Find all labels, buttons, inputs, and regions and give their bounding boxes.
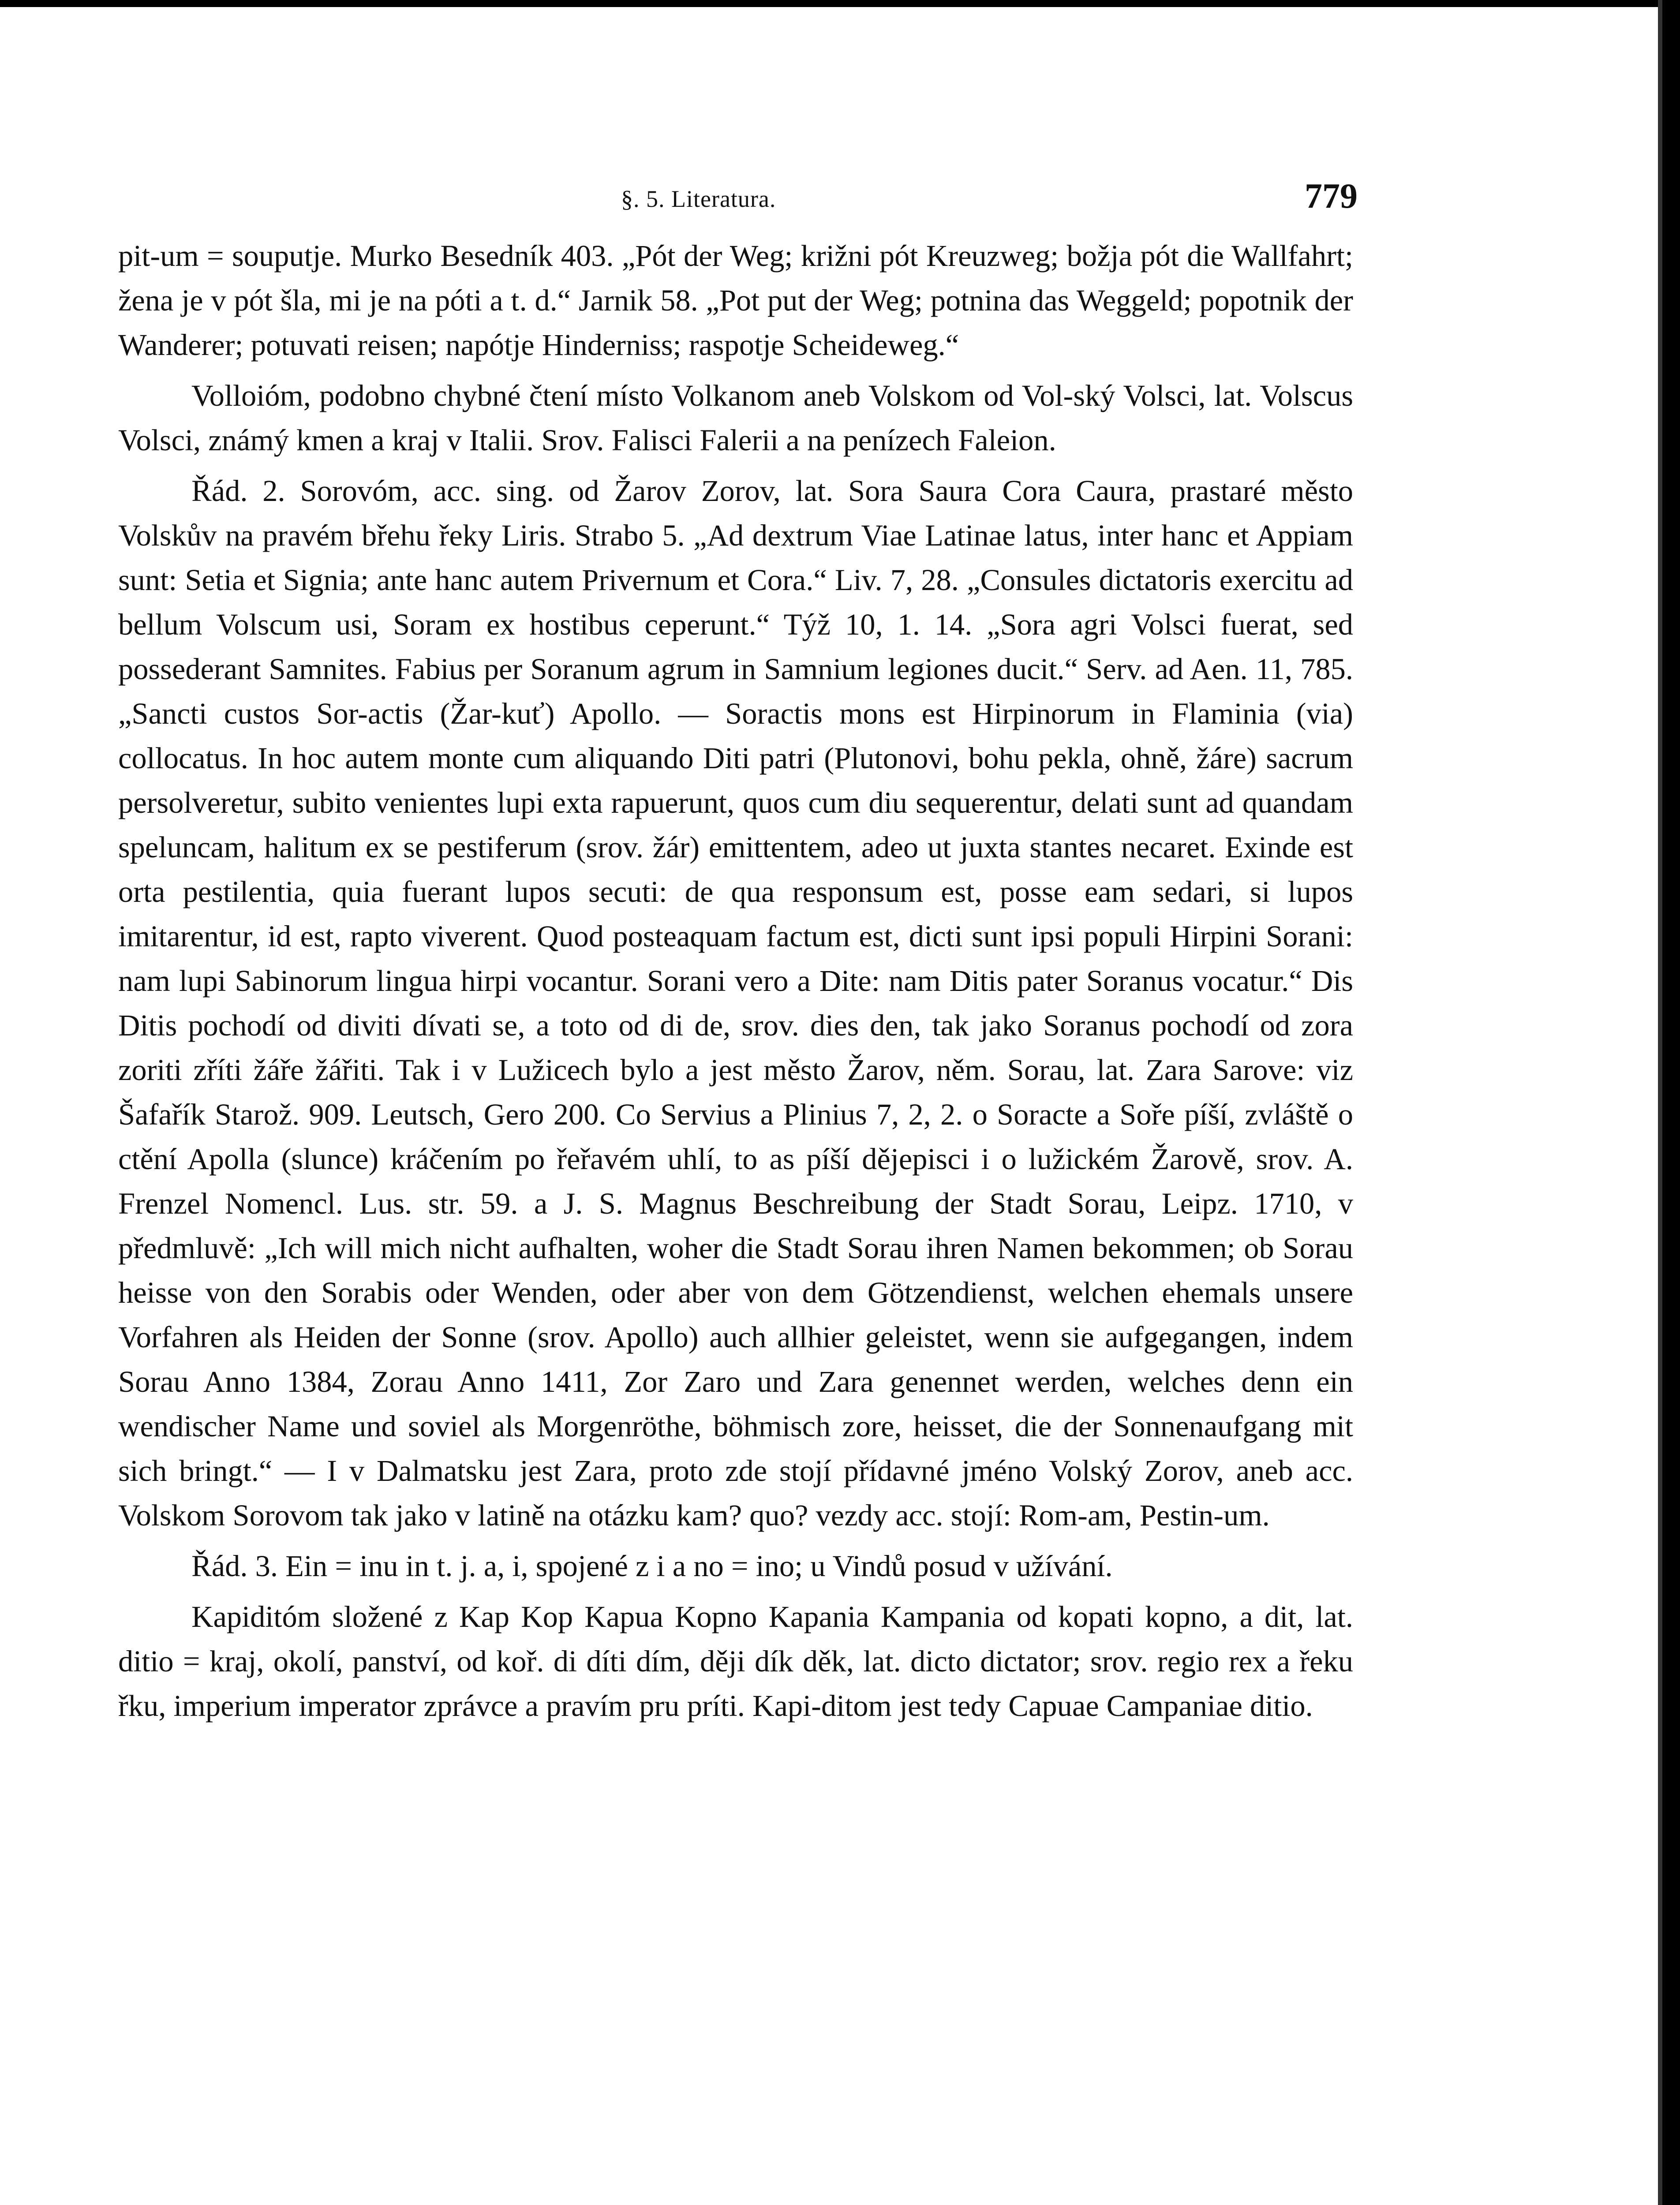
paragraph-1: pit-um = souputje. Murko Besedník 403. „Pót der Weg; križni pót Kreuzweg; božja pót die Wallfahrt; žena je v pót šla, mi je na póti a t. d.“ Jarnik 58. „Pot put der Weg; potnina das Weggeld; popotnik der Wanderer; potuvati reisen; napótje Hinderniss; raspotje Scheideweg.“ <box>118 239 1353 362</box>
paragraph-4: Řád. 3. Ein = inu in t. j. a, i, spojené z i a no = ino; u Vindů posud v užívání. <box>191 1549 1113 1583</box>
page-header <box>118 168 1358 234</box>
running-head: §. 5. Literatura. <box>621 186 776 212</box>
page-body <box>118 234 1353 1728</box>
book-page <box>118 168 1358 1728</box>
scan-border-right-shadow <box>1658 0 1662 2205</box>
scan-border-top <box>0 0 1680 7</box>
scan-border-right <box>1662 0 1680 2205</box>
paragraph-5: Kapiditóm složené z Kap Kop Kapua Kopno Kapania Kampania od kopati kopno, a dit, lat. ditio = kraj, okolí, panství, od koř. di díti dím, ději dík děk, lat. dicto dictator; srov. regio rex a řeku řku, imperium imperator zprávce a pravím pru príti. Kapi-ditom jest tedy Capuae Campaniae ditio. <box>118 1600 1353 1723</box>
page-number: 779 <box>1305 177 1358 216</box>
paragraph-2: Volloióm, podobno chybné čtení místo Volkanom aneb Volskom od Vol-ský Volsci, lat. Volscus Volsci, známý kmen a kraj v Italii. Srov. Falisci Falerii a na penízech Faleion. <box>118 379 1353 457</box>
paragraph-3: Řád. 2. Sorovóm, acc. sing. od Žarov Zorov, lat. Sora Saura Cora Caura, prastaré město Volskův na pravém břehu řeky Liris. Strabo 5. „Ad dextrum Viae Latinae latus, inter hanc et Appiam sunt: Setia et Signia; ante hanc autem Privernum et Cora.“ Liv. 7, 28. „Consules dictatoris exercitu ad bellum Volscum usi, Soram ex hostibus ceperunt.“ Týž 10, 1. 14. „Sora agri Volsci fuerat, sed possederant Samnites. Fabius per Soranum agrum in Samnium legiones ducit.“ Serv. ad Aen. 11, 785. „Sancti custos Sor-actis (Žar-kuť) Apollo. — Soractis mons est Hirpinorum in Flaminia (via) collocatus. In hoc autem monte cum aliquando Diti patri (Plutonovi, bohu pekla, ohně, žáre) sacrum persolveretur, subito venientes lupi exta rapuerunt, quos cum diu sequerentur, delati sunt ad quandam speluncam, halitum ex se pestiferum (srov. žár) emittentem, adeo ut juxta stantes necaret. Exinde est orta pestilentia, quia fuerant lupos secuti: de qua responsum est, posse eam sedari, si lupos imitarentur, id est, rapto viverent. Quod posteaquam factum est, dicti sunt ipsi populi Hirpini Sorani: nam lupi Sabinorum lingua hirpi vocantur. Sorani vero a Dite: nam Ditis pater Soranus vocatur.“ Dis Ditis pochodí od diviti dívati se, a toto od di de, srov. dies den, tak jako Soranus pochodí od zora zoriti zříti žáře žářiti. Tak i v Lužicech bylo a jest město Žarov, něm. Sorau, lat. Zara Sarove: viz Šafařík Starož. 909. Leutsch, Gero 200. Co Servius a Plinius 7, 2, 2. o Soracte a Soře píší, zvláště o ctění Apolla (slunce) kráčením po řeřavém uhlí, to as píší dějepisci i o lužickém Žarově, srov. A. Frenzel Nomencl. Lus. str. 59. a J. S. Magnus Beschreibung der Stadt Sorau, Leipz. 1710, v předmluvě: „Ich will mich nicht aufhalten, woher die Stadt Sorau ihren Namen bekommen; ob Sorau heisse von den Sorabis oder Wenden, oder aber von dem Götzendienst, welchen ehemals unsere Vorfahren als Heiden der Sonne (srov. Apollo) auch allhier geleistet, wenn sie aufgegangen, indem Sorau Anno 1384, Zorau Anno 1411, Zor Zaro und Zara genennet werden, welches denn ein wendischer Name und soviel als Morgenröthe, böhmisch zore, heisset, die der Sonnenaufgang mit sich bringt.“ — I v Dalmatsku jest Zara, proto zde stojí přídavné jméno Volský Zorov, aneb acc. Volskom Sorovom tak jako v latině na otázku kam? quo? vezdy acc. stojí: Rom-am, Pestin-um. <box>118 474 1353 1532</box>
